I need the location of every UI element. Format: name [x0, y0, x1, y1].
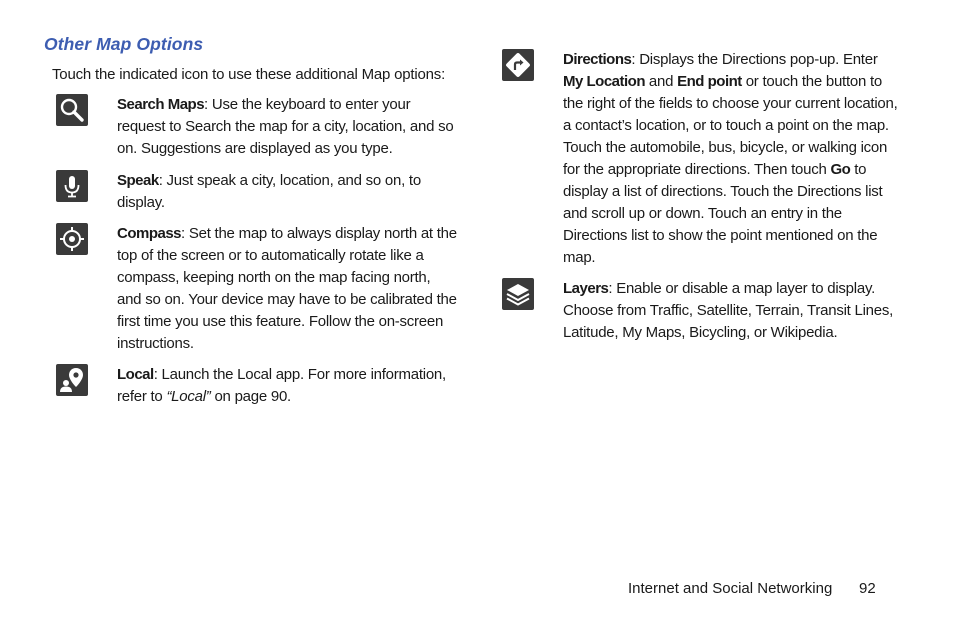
option-description: : Enable or disable a map layer to display. Choose from Traffic, Satellite, Terrain, Transit Lines, Latitude, My Maps, Bicycling, or Wikipedia.: [563, 280, 894, 341]
option-title: Layers: [563, 280, 609, 297]
microphone-icon: [56, 170, 88, 202]
option-description-part: and: [645, 73, 678, 90]
directions-icon: [502, 49, 534, 81]
option-description-part: or touch the button to the right of the fields to choose your current location, a contact’s location, or to touch a point on the map. Touch the automobile, bus, bicycle, or walking icon for the appropriate directions. Then touch: [563, 73, 898, 178]
compass-icon: [56, 223, 88, 255]
footer-section-name: Internet and Social Networking: [628, 580, 833, 597]
local-pin-icon: [56, 364, 88, 396]
option-description-tail: on page 90.: [210, 388, 291, 405]
option-description: : Just speak a city, location, and so on, to display.: [117, 172, 421, 211]
option-description: : Use the keyboard to enter your request to Search the map for a city, location, and so on. Suggestions are displayed as you type.: [117, 96, 454, 157]
option-description: : Set the map to always display north at the top of the screen or to automatically rotate like a compass, keeping north on the map facing north, and so on. Your device may have to be calibrated the first time you use this feature. Follow the on-screen instructions.: [117, 225, 457, 352]
footer-page-number: 92: [859, 580, 876, 597]
layers-icon: [502, 278, 534, 310]
option-description-part: to display a list of directions. Touch the Directions list and scroll up or down. Touch an entry in the Directions list to show the point mentioned on the map.: [563, 161, 883, 266]
option-title: Compass: [117, 225, 182, 242]
option-description: : Displays the Directions pop-up. Enter: [631, 51, 878, 68]
option-description: : Launch the Local app. For more information, refer to: [117, 366, 446, 405]
option-title: Directions: [563, 51, 632, 68]
end-point-term: End point: [677, 73, 742, 90]
page-reference-link[interactable]: “Local”: [166, 388, 211, 405]
option-title: Local: [117, 366, 154, 383]
search-icon: [56, 94, 88, 126]
my-location-term: My Location: [563, 73, 646, 90]
option-title: Search Maps: [117, 96, 205, 113]
go-term: Go: [830, 161, 851, 178]
option-title: Speak: [117, 172, 159, 189]
intro-text: Touch the indicated icon to use these additional Map options:: [52, 66, 446, 83]
section-heading: Other Map Options: [44, 34, 204, 54]
